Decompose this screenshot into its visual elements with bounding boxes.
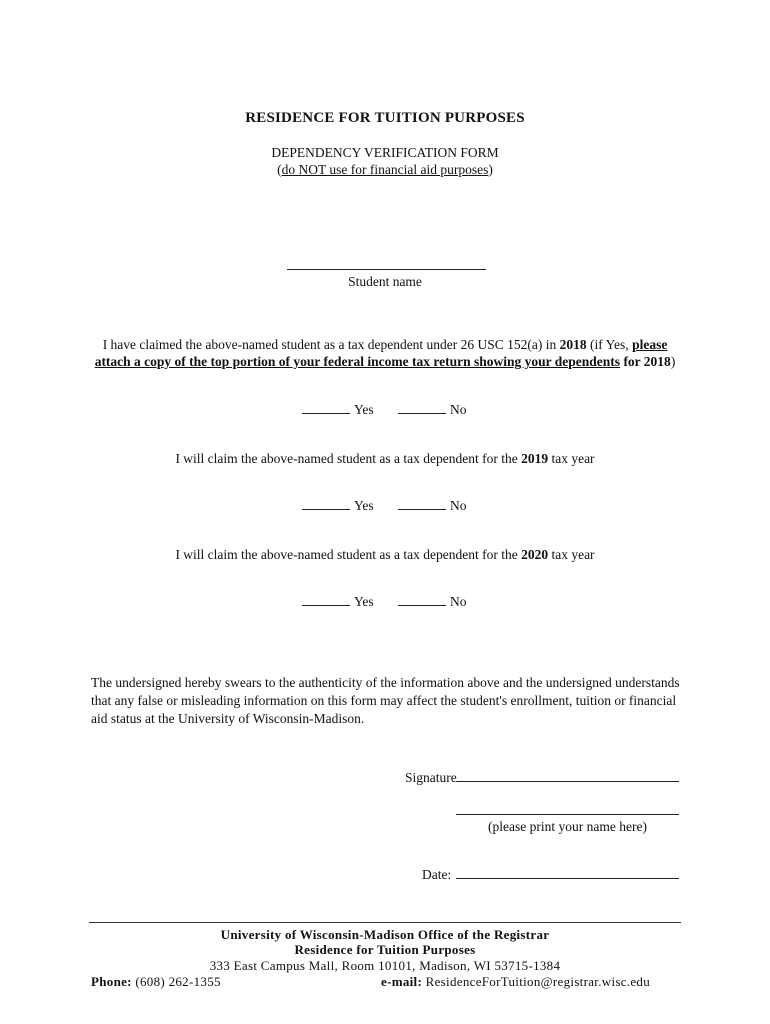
q3-yes-blank[interactable] <box>302 593 350 606</box>
form-title: RESIDENCE FOR TUITION PURPOSES <box>245 110 525 126</box>
q2-text-a: I will claim the above-named student as a tax dependent for the <box>175 451 522 466</box>
usage-note <box>0 162 770 178</box>
q3-year: 2020 <box>521 547 549 562</box>
q3-no-blank[interactable] <box>398 593 446 606</box>
footer-dept: Residence for Tuition Purposes <box>294 942 476 957</box>
q1-no-option <box>398 401 467 418</box>
signature-label: Signature <box>405 770 457 785</box>
q2-text <box>0 450 770 468</box>
q3-text-a: I will claim the above-named student as a tax dependent for the <box>175 547 522 562</box>
q1-year: 2018 <box>559 337 587 352</box>
note-text: do NOT use for financial aid purposes <box>281 162 489 177</box>
q1-text-b: (if Yes, <box>586 337 633 352</box>
email-label: e-mail: <box>381 974 423 989</box>
q2-year: 2019 <box>521 451 549 466</box>
q3-yes-label: Yes <box>354 594 374 609</box>
q2-text-b: tax year <box>548 451 595 466</box>
q1-close-paren: ) <box>670 354 676 369</box>
q1-no-blank[interactable] <box>398 401 446 414</box>
phone-label: Phone: <box>91 974 132 989</box>
q3-yes-option <box>302 593 374 610</box>
q2-yes-blank[interactable] <box>302 497 350 510</box>
q1-line1 <box>0 336 770 354</box>
date-label: Date: <box>422 867 452 882</box>
footer-phone <box>91 974 221 990</box>
q3-text <box>0 546 770 564</box>
q1-yes-blank[interactable] <box>302 401 350 414</box>
email-address[interactable]: ResidenceForTuition@registrar.wisc.edu <box>422 974 651 989</box>
q2-yes-option <box>302 497 374 514</box>
q3-no-label: No <box>450 594 467 609</box>
q3-no-option <box>398 593 467 610</box>
form-subtitle: DEPENDENCY VERIFICATION FORM <box>271 145 499 160</box>
oath-line-2: that any false or misleading information on this form may affect the student's enrollment, tuition or financial <box>91 693 677 708</box>
q3-text-b: tax year <box>548 547 595 562</box>
q1-attach-instruction: attach a copy of the top portion of your federal income tax return showing your dependents <box>94 354 621 369</box>
note-open-paren: ( <box>277 162 282 177</box>
print-name-field[interactable] <box>456 814 679 815</box>
q2-no-blank[interactable] <box>398 497 446 510</box>
q2-no-option <box>398 497 467 514</box>
phone-number: (608) 262-1355 <box>131 974 221 989</box>
student-name-label: Student name <box>348 274 422 289</box>
oath-line-1: The undersigned hereby swears to the authenticity of the information above and the undersigned understands <box>91 675 680 690</box>
q1-yes-option <box>302 401 374 418</box>
footer-org: University of Wisconsin-Madison Office of the Registrar <box>220 927 550 942</box>
q1-no-label: No <box>450 402 467 417</box>
q2-no-label: No <box>450 498 467 513</box>
footer-divider <box>89 922 681 923</box>
date-field[interactable] <box>456 878 679 879</box>
signature-field[interactable] <box>456 781 679 782</box>
student-name-field[interactable] <box>287 269 486 270</box>
note-close-paren: ) <box>488 162 493 177</box>
q1-please: please <box>632 337 668 352</box>
q1-for-year: for 2018 <box>620 354 671 369</box>
footer-email <box>381 974 650 990</box>
q2-yes-label: Yes <box>354 498 374 513</box>
footer-address: 333 East Campus Mall, Room 10101, Madison, WI 53715-1384 <box>209 958 561 973</box>
q1-line2 <box>0 353 770 371</box>
print-name-label: (please print your name here) <box>488 819 647 834</box>
q1-text-a: I have claimed the above-named student as a tax dependent under 26 USC 152(a) in <box>102 337 560 352</box>
oath-paragraph <box>91 674 691 728</box>
oath-line-3: aid status at the University of Wisconsin-Madison. <box>91 711 365 726</box>
q1-yes-label: Yes <box>354 402 374 417</box>
